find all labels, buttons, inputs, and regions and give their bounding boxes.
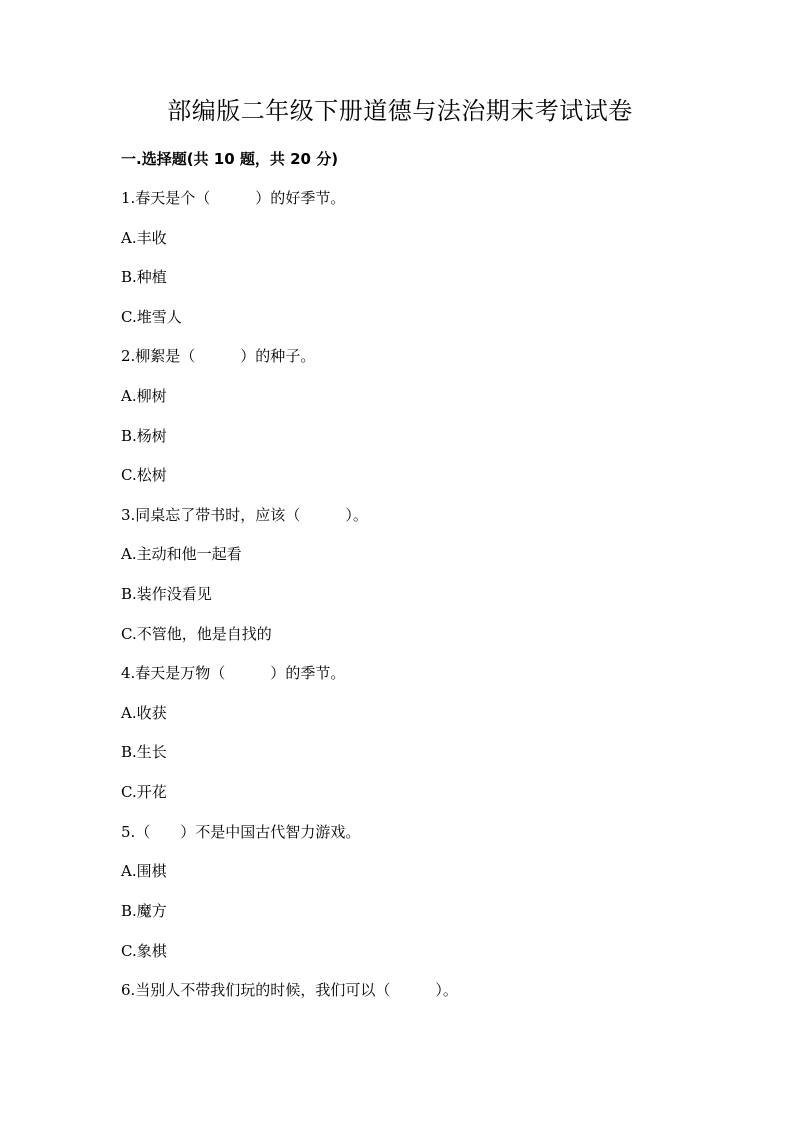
question-2-option-a: A.柳树 (121, 387, 167, 405)
question-5-option-c: C.象棋 (121, 942, 167, 960)
question-5-stem: 5.（ ）不是中国古代智力游戏。 (121, 823, 361, 841)
question-4-option-c: C.开花 (121, 783, 167, 801)
question-4-option-a: A.收获 (121, 704, 167, 722)
question-1-option-a: A.丰收 (121, 229, 167, 247)
question-3-stem: 3.同桌忘了带书时，应该（ ）。 (121, 506, 368, 524)
question-1-option-b: B.种植 (121, 268, 167, 286)
question-5-option-a: A.围棋 (121, 862, 167, 880)
question-2-stem: 2.柳絮是（ ）的种子。 (121, 347, 316, 365)
question-3-option-a: A.主动和他一起看 (121, 545, 242, 563)
question-1-stem: 1.春天是个（ ）的好季节。 (121, 189, 346, 207)
question-1-option-c: C.堆雪人 (121, 308, 182, 326)
question-2-option-c: C.松树 (121, 466, 167, 484)
question-5-option-b: B.魔方 (121, 902, 167, 920)
question-3-option-b: B.装作没看见 (121, 585, 212, 603)
question-6-stem: 6.当别人不带我们玩的时候，我们可以（ ）。 (121, 981, 458, 999)
exam-title: 部编版二年级下册道德与法治期末考试试卷 (167, 97, 633, 125)
question-4-stem: 4.春天是万物（ ）的季节。 (121, 664, 346, 682)
question-2-option-b: B.杨树 (121, 427, 167, 445)
question-4-option-b: B.生长 (121, 743, 167, 761)
section-heading: 一.选择题(共 10 题，共 20 分) (121, 150, 339, 168)
question-3-option-c: C.不管他，他是自找的 (121, 625, 272, 643)
